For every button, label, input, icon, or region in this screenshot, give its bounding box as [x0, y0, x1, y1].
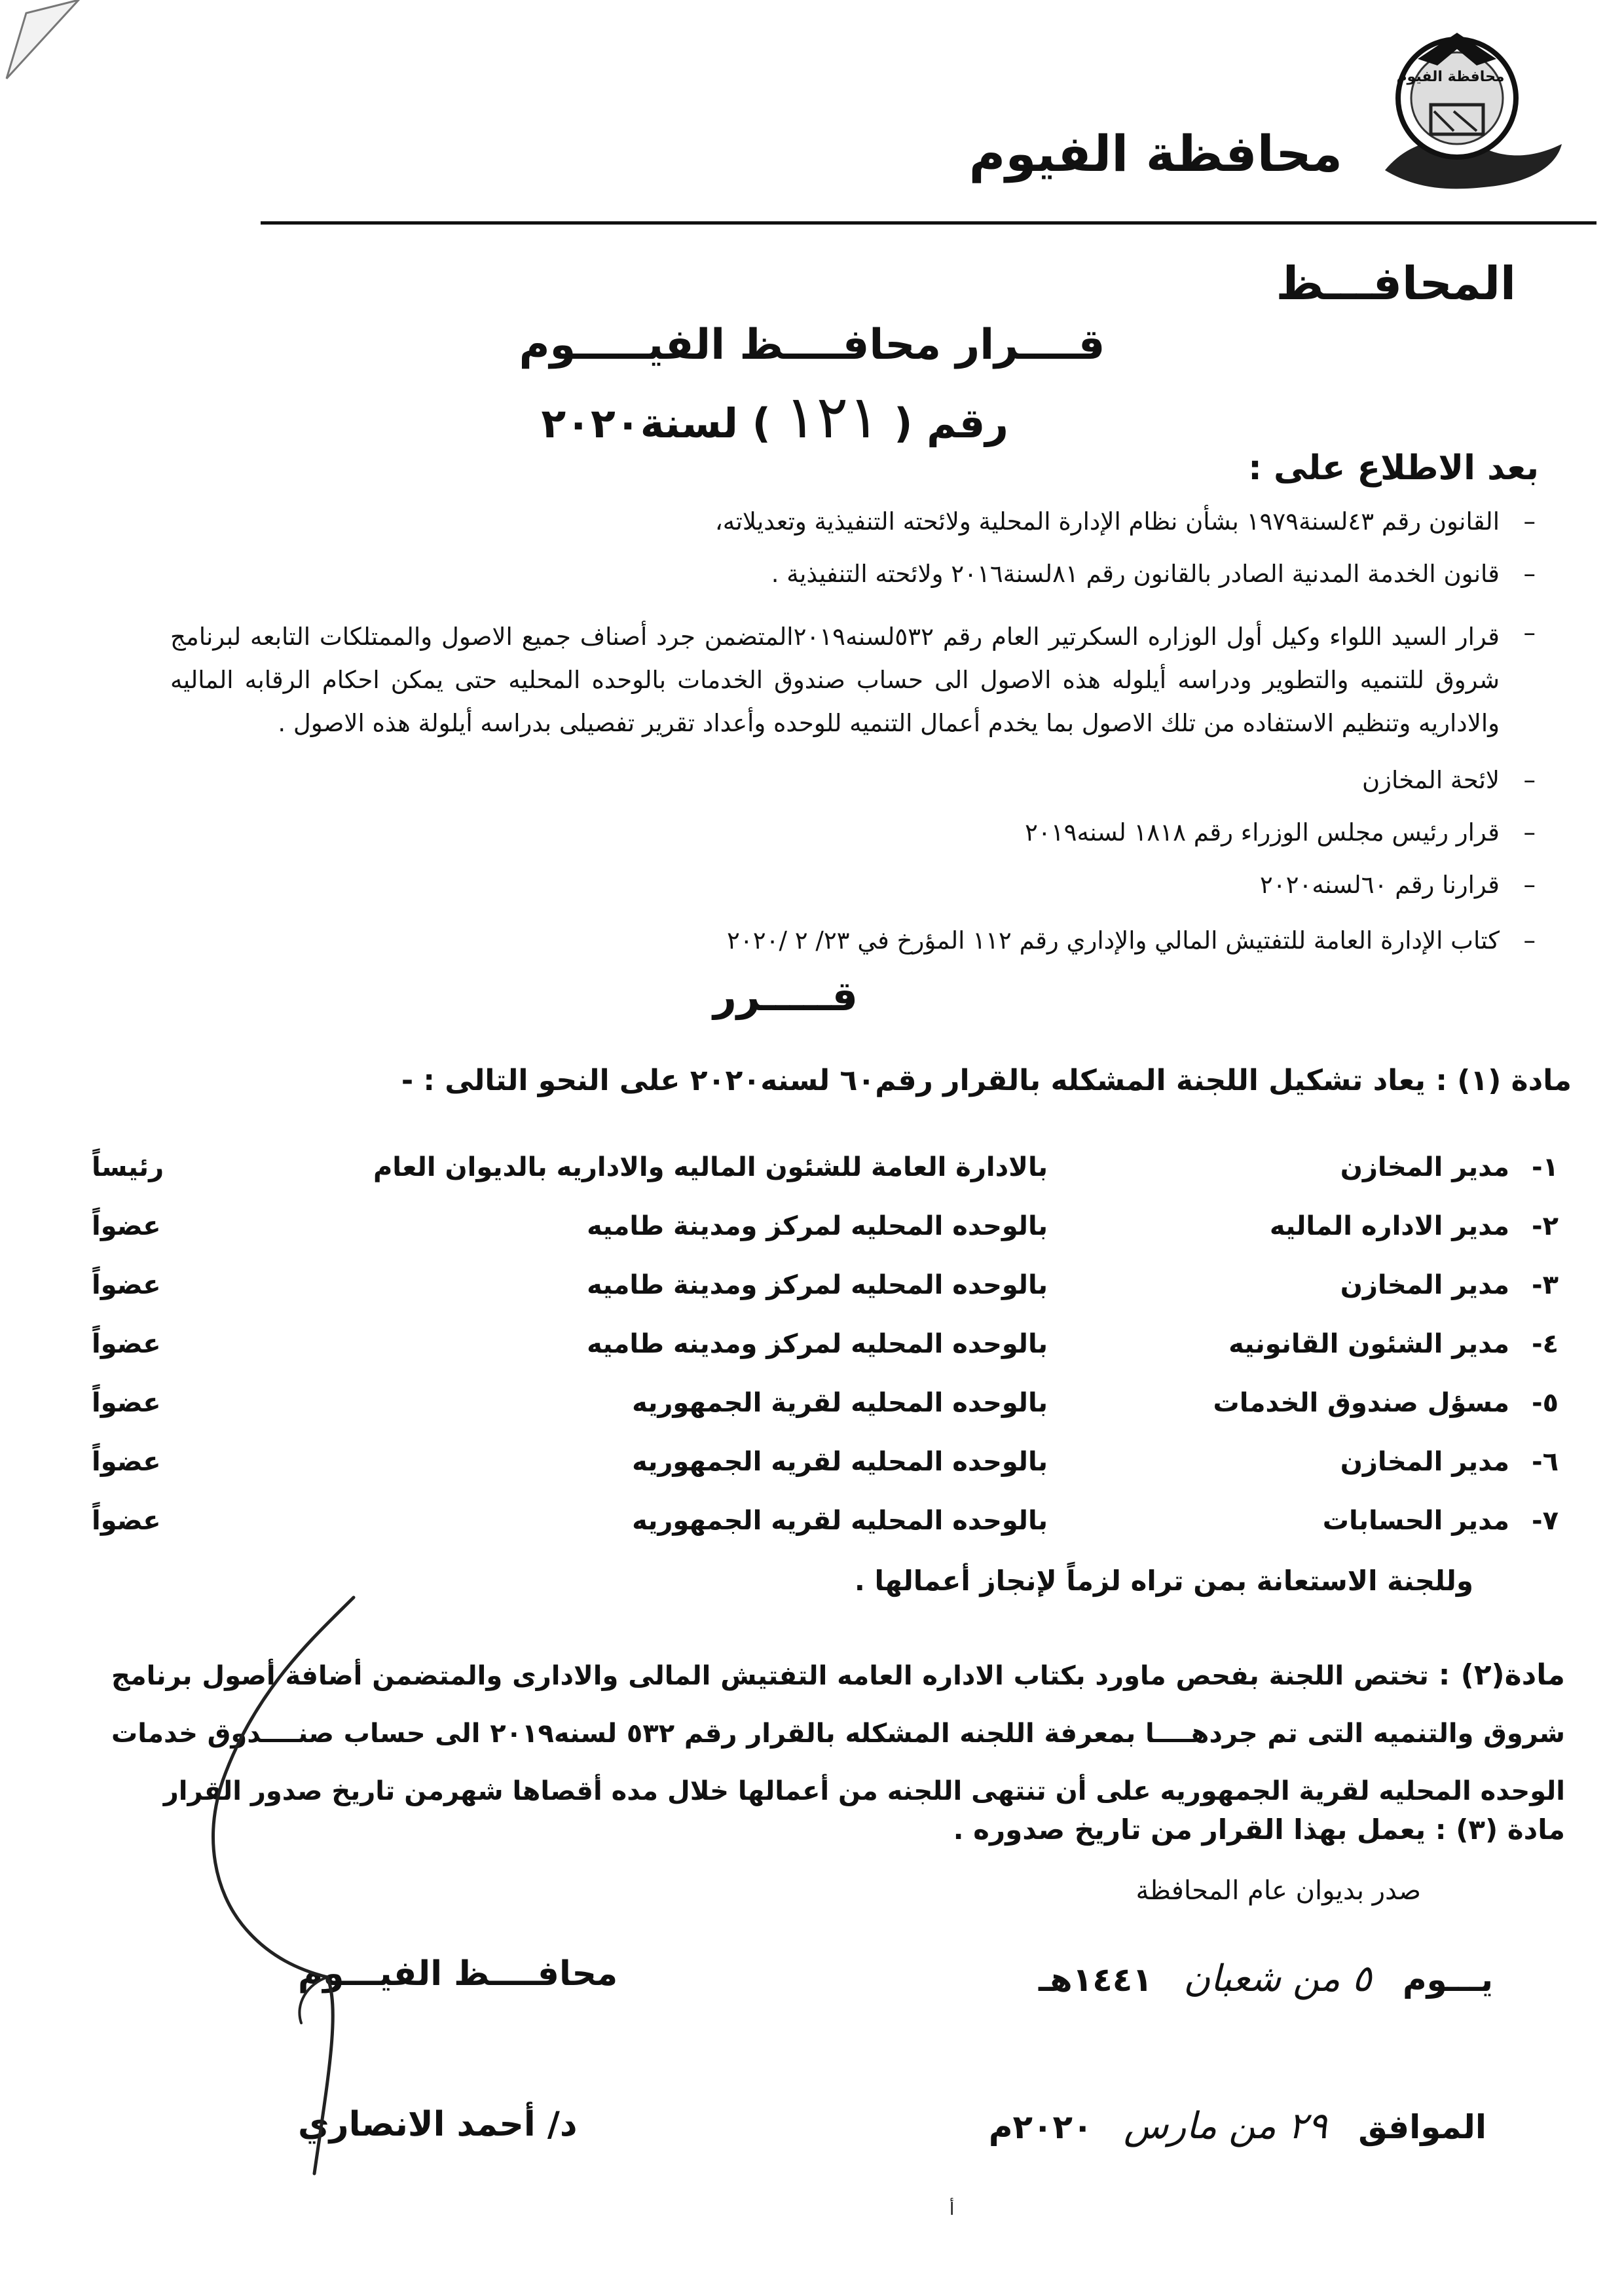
emblem-text: محافظة الفيوم — [1396, 69, 1505, 85]
gregorian-date — [989, 2105, 1486, 2147]
member-unit: بالوحده المحليه لمركز ومدينة طاميه — [587, 1211, 1048, 1241]
gregorian-date-day: ٢٩ من مارس — [1124, 2105, 1327, 2147]
bullet-dash: – — [1523, 766, 1536, 794]
hijri-date-label: يـــوم — [1402, 1961, 1493, 1999]
member-row — [92, 1388, 1559, 1434]
member-role: مدير المخازن — [1340, 1152, 1509, 1182]
preamble-item-7: كتاب الإدارة العامة للتفتيش المالي والإداري رقم ١١٢ المؤرخ في ٢٣/ ٢ /٢٠٢٠ — [726, 926, 1500, 955]
preamble-item-4: لائحة المخازن — [1361, 766, 1500, 794]
decree-title: قــــرار محافــــظ الفيـــــوم — [519, 321, 1105, 369]
member-unit: بالوحده المحليه لقريه الجمهوريه — [632, 1506, 1048, 1536]
corner-fold-mark — [0, 0, 105, 92]
article-1: مادة (١) : يعاد تشكيل اللجنة المشكله بالقرار رقم٦٠ لسنه٢٠٢٠ على النحو التالى : - — [401, 1064, 1572, 1097]
bullet-dash: – — [1523, 619, 1536, 647]
member-number: ٦- — [1531, 1447, 1559, 1477]
hijri-date-day: ٥ من شعبان — [1183, 1958, 1372, 2000]
article-2-text: تختص اللجنة بفحص ماورد بكتاب الاداره العامه التفتيش المالى والادارى والمتضمن أضافة أصول برنامج شروق والتنميه التى تم جردهــــا بمعرفة اللجنه المشكله بالقرار رقم ٥٣٢ لسنه٢٠١٩ الى حساب صنــــدوق خدمات الوحده المحليه لقرية الجمهوريه على أن تنتهى اللجنه من أعمالها خلال مده أقصاها شهرمن تاريخ صدور القرار — [111, 1661, 1566, 1806]
decree-number — [541, 383, 1008, 452]
hijri-date — [1039, 1958, 1493, 2000]
header-divider — [261, 221, 1596, 225]
member-row — [92, 1152, 1559, 1198]
decision-heading: قـــــرر — [713, 972, 858, 1020]
hijri-date-year: ١٤٤١هـ — [1038, 1961, 1153, 1999]
bullet-dash: – — [1523, 818, 1536, 847]
member-role: مدير المخازن — [1340, 1447, 1509, 1477]
member-role: مدير الاداره الماليه — [1269, 1211, 1509, 1241]
bullet-dash: – — [1523, 560, 1536, 588]
member-status: عضواً — [92, 1388, 161, 1418]
preamble-item-2: قانون الخدمة المدنية الصادر بالقانون رقم ٨١لسنة٢٠١٦ ولائحته التنفيذية . — [771, 560, 1500, 588]
gregorian-date-label: الموافق — [1358, 2108, 1486, 2146]
member-status: عضواً — [92, 1211, 161, 1241]
governorate-emblem — [1346, 20, 1568, 216]
member-status: عضواً — [92, 1329, 161, 1359]
decree-number-value: ١٢١ — [784, 383, 880, 452]
decree-year-label: ) لسنة٢٠٢٠ — [541, 399, 771, 447]
member-role: مدير المخازن — [1340, 1270, 1509, 1300]
member-status: عضواً — [92, 1447, 161, 1477]
bullet-dash: – — [1523, 871, 1536, 899]
member-status: رئيساً — [92, 1152, 164, 1182]
page-mark: أ — [950, 2200, 955, 2219]
member-unit: بالوحده المحليه لقريه الجمهوريه — [632, 1447, 1048, 1477]
preamble-item-3: قرار السيد اللواء وكيل أول الوزاره السكرتير العام رقم ٥٣٢لسنه٢٠١٩المتضمن جرد أصناف جميع الاصول والممتلكات التابعه لبرنامج شروق للتنميه والتطوير ودراسه أيلوله هذه الاصول الى حساب صندوق الخدمات بالوحده المحليه حتى يمكن احكام الرقابه الماليه والاداريه وتنظيم الاستفاده من تلك الاصول بما يخدم أعمال التنميه للوحده وأعداد تقرير تفصيلى بدراسه أيلولة هذه الاصول . — [170, 623, 1500, 737]
member-unit: بالوحده المحليه لمركز ومدينة طاميه — [587, 1270, 1048, 1300]
member-number: ٧- — [1531, 1506, 1559, 1536]
article-2-label: مادة(٢) : — [1438, 1658, 1565, 1692]
member-role: مسؤل صندوق الخدمات — [1213, 1388, 1509, 1418]
preamble-item-5: قرار رئيس مجلس الوزراء رقم ١٨١٨ لسنه٢٠١٩ — [1025, 818, 1500, 847]
member-row — [92, 1447, 1559, 1493]
preamble-item-1: القانون رقم ٤٣لسنة١٩٧٩ بشأن نظام الإدارة المحلية ولائحته التنفيذية وتعديلاته، — [714, 507, 1500, 536]
bullet-dash: – — [1523, 926, 1536, 955]
member-number: ١- — [1531, 1152, 1559, 1182]
member-number: ٢- — [1531, 1211, 1559, 1241]
signatory-title: محافــــظ الفيـــوم — [298, 1954, 618, 1994]
signatory-name: د/ أحمد الانصاري — [298, 2105, 578, 2144]
member-row — [92, 1506, 1559, 1552]
member-unit: بالادارة العامة للشئون الماليه والاداريه بالديوان العام — [373, 1152, 1048, 1182]
member-number: ٤- — [1531, 1329, 1559, 1359]
handwritten-signature — [196, 1584, 380, 2187]
member-role: مدير الشئون القانونيه — [1228, 1329, 1509, 1359]
member-unit: بالوحده المحليه لقرية الجمهوريه — [632, 1388, 1048, 1418]
office-title: المحافـــظ — [1276, 257, 1516, 310]
article-3: مادة (٣) : يعمل بهذا القرار من تاريخ صدوره . — [953, 1813, 1565, 1846]
member-status: عضواً — [92, 1506, 161, 1536]
member-role: مدير الحسابات — [1322, 1506, 1509, 1536]
member-unit: بالوحده المحليه لمركز ومدينه طاميه — [587, 1329, 1048, 1359]
governorate-name: محافظة الفيوم — [969, 124, 1342, 183]
member-row — [92, 1329, 1559, 1375]
member-row — [92, 1211, 1559, 1257]
decree-number-label: رقم ( — [894, 399, 1008, 447]
preamble-heading: بعد الاطلاع على : — [1248, 448, 1539, 488]
member-status: عضواً — [92, 1270, 161, 1300]
issued-at: صدر بديوان عام المحافظة — [1135, 1876, 1421, 1906]
bullet-dash: – — [1523, 507, 1536, 536]
member-number: ٣- — [1531, 1270, 1559, 1300]
preamble-item-6: قرارنا رقم ٦٠لسنه٢٠٢٠ — [1259, 871, 1500, 899]
committee-assistance-note: وللجنة الاستعانة بمن تراه لزماً لإنجاز أعمالها . — [854, 1565, 1473, 1597]
member-row — [92, 1270, 1559, 1316]
member-number: ٥- — [1531, 1388, 1559, 1418]
gregorian-date-year: ٢٠٢٠م — [988, 2108, 1093, 2146]
